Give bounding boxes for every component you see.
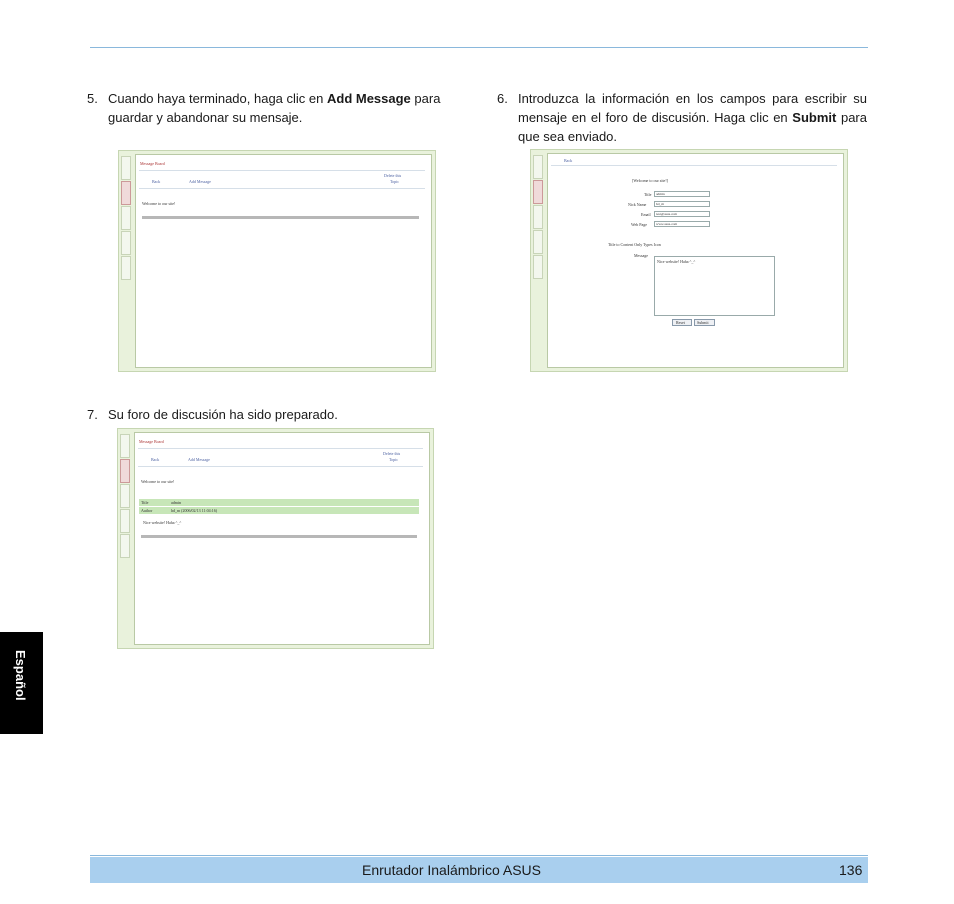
footer-rule (90, 855, 868, 856)
submit-label: Submit (792, 110, 837, 125)
reset-button[interactable]: Reset (672, 319, 692, 326)
title-label: Title (644, 192, 652, 197)
back-link: Back (151, 457, 160, 462)
step-number: 5. (87, 91, 98, 106)
step-7: 7. Su foro de discusión ha sido preparado. (87, 407, 338, 422)
email-field[interactable]: test@asus.com (654, 211, 710, 217)
board-title: Message Board (140, 161, 165, 166)
email-label: Email (641, 212, 651, 217)
page-number: 136 (839, 862, 863, 878)
screenshot-message-form (530, 149, 848, 372)
back-link: Back (152, 179, 161, 184)
welcome-text: Welcome to our site! (142, 201, 176, 206)
add-message-link: Add Message (188, 457, 210, 462)
web-page-label: Web Page (631, 222, 648, 227)
language-tab: Español (0, 632, 43, 734)
add-message-label: Add Message (326, 91, 411, 106)
step-number: 6. (497, 91, 508, 106)
screenshot-message-board (117, 428, 434, 649)
screenshot-panel (135, 154, 432, 368)
screenshot-panel (547, 153, 844, 368)
post-author-row: Author hd_m (2006/02/13 11:04:16) (139, 507, 419, 514)
footer-title: Enrutador Inalámbrico ASUS (362, 862, 541, 878)
nick-name-label: Nick Name (628, 202, 647, 207)
screenshot-add-message (118, 150, 436, 372)
screenshot-panel (134, 432, 430, 645)
web-page-field[interactable]: www.asus.com (654, 221, 710, 227)
top-rule (90, 47, 868, 48)
delete-topic-link-line1: Delete this (384, 173, 402, 178)
board-title: Message Board (139, 439, 164, 444)
post-title-row: Title admin (139, 499, 419, 506)
message-label: Message (634, 253, 648, 258)
add-message-link: Add Message (189, 179, 211, 184)
icon-type-label: Title to Content Only Types Icon (608, 242, 661, 247)
step-6: 6. Introduzca la información en los campos para escribir su mensaje en el foro de discusión. Haga clic en Submit para que sea enviado. (497, 91, 867, 144)
screenshot-sidebar (119, 151, 133, 371)
nick-name-field[interactable]: hd_m (654, 201, 710, 207)
back-link: Back (564, 158, 573, 163)
welcome-text: Welcome to our site! (141, 479, 175, 484)
step-5: 5. Cuando haya terminado, haga clic en Add Message para guardar y abandonar su mensaje. (87, 91, 441, 125)
screenshot-sidebar (531, 150, 545, 371)
step-number: 7. (87, 407, 98, 422)
delete-topic-link-line1: Delete this (383, 451, 401, 456)
submit-button[interactable]: Submit (694, 319, 715, 326)
title-field[interactable]: admin (654, 191, 710, 197)
post-message: Nice website! Haha ^_^ (143, 520, 182, 525)
delete-topic-link-line2: Topic (389, 457, 399, 462)
delete-topic-link-line2: Topic (390, 179, 400, 184)
form-heading: [Welcome to our site!] (632, 178, 668, 183)
screenshot-sidebar (118, 429, 132, 648)
message-textarea[interactable]: Nice website! Haha ^_^ (654, 256, 775, 316)
